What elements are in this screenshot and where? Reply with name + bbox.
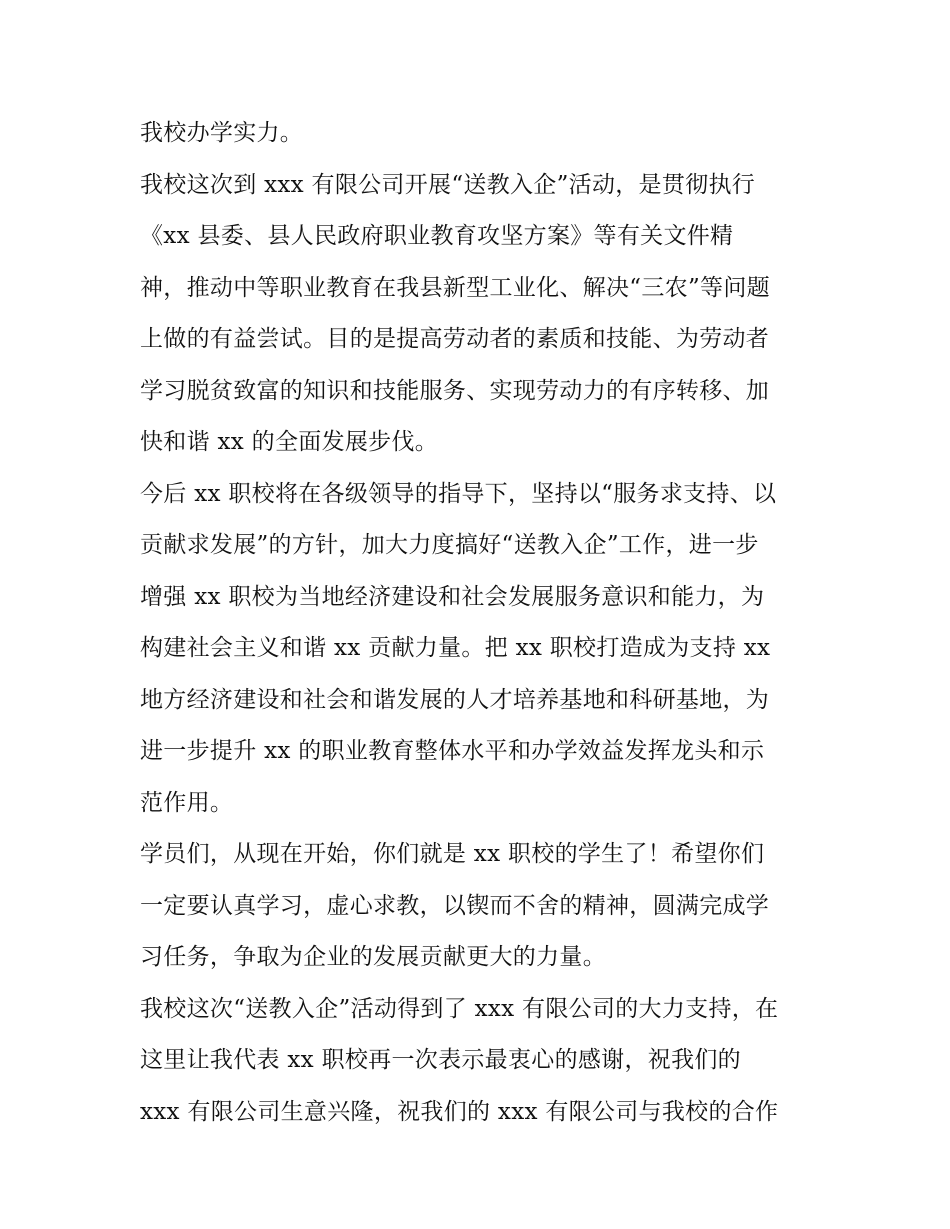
text-line: 进一步提升 xx 的职业教育整体水平和办学效益发挥龙头和示 <box>140 738 765 764</box>
text-line: 贡献求发展”的方针，加大力度搞好“送教入企”工作，进一步 <box>140 532 759 558</box>
text-line: 这里让我代表 xx 职校再一次表示最衷心的感谢，祝我们的 <box>140 1047 741 1073</box>
text-line: 快和谐 xx 的全面发展步伐。 <box>140 429 439 455</box>
text-line: 习任务，争取为企业的发展贡献更大的力量。 <box>140 944 606 970</box>
text-line: xxx 有限公司生意兴隆，祝我们的 xxx 有限公司与我校的合作 <box>140 1098 779 1125</box>
text-line: 我校这次到 xxx 有限公司开展“送教入企”活动，是贯彻执行 <box>140 171 756 198</box>
text-line: 我校办学实力。 <box>140 120 304 146</box>
text-line: 上做的有益尝试。目的是提高劳动者的素质和技能、为劳动者 <box>140 326 770 352</box>
body-text <box>140 108 830 1138</box>
text-line: 学员们，从现在开始，你们就是 xx 职校的学生了！希望你们 <box>140 841 765 867</box>
text-line: 地方经济建设和社会和谐发展的人才培养基地和科研基地，为 <box>140 686 770 713</box>
text-line: 今后 xx 职校将在各级领导的指导下，坚持以“服务求支持、以 <box>140 480 777 507</box>
text-line: 我校这次“送教入企”活动得到了 xxx 有限公司的大力支持，在 <box>140 995 779 1022</box>
text-line: 构建社会主义和谐 xx 贡献力量。把 xx 职校打造成为支持 xx <box>140 635 771 661</box>
text-line: 《xx 县委、县人民政府职业教育攻坚方案》等有关文件精 <box>140 223 734 249</box>
text-line: 增强 xx 职校为当地经济建设和社会发展服务意识和能力，为 <box>140 583 765 610</box>
text-line: 学习脱贫致富的知识和技能服务、实现劳动力的有序转移、加 <box>140 377 770 404</box>
text-line: 范作用。 <box>140 789 234 816</box>
text-line: 神，推动中等职业教育在我县新型工业化、解决“三农”等问题 <box>140 274 770 301</box>
text-line: 一定要认真学习，虚心求教，以锲而不舍的精神，圆满完成学 <box>140 892 770 919</box>
